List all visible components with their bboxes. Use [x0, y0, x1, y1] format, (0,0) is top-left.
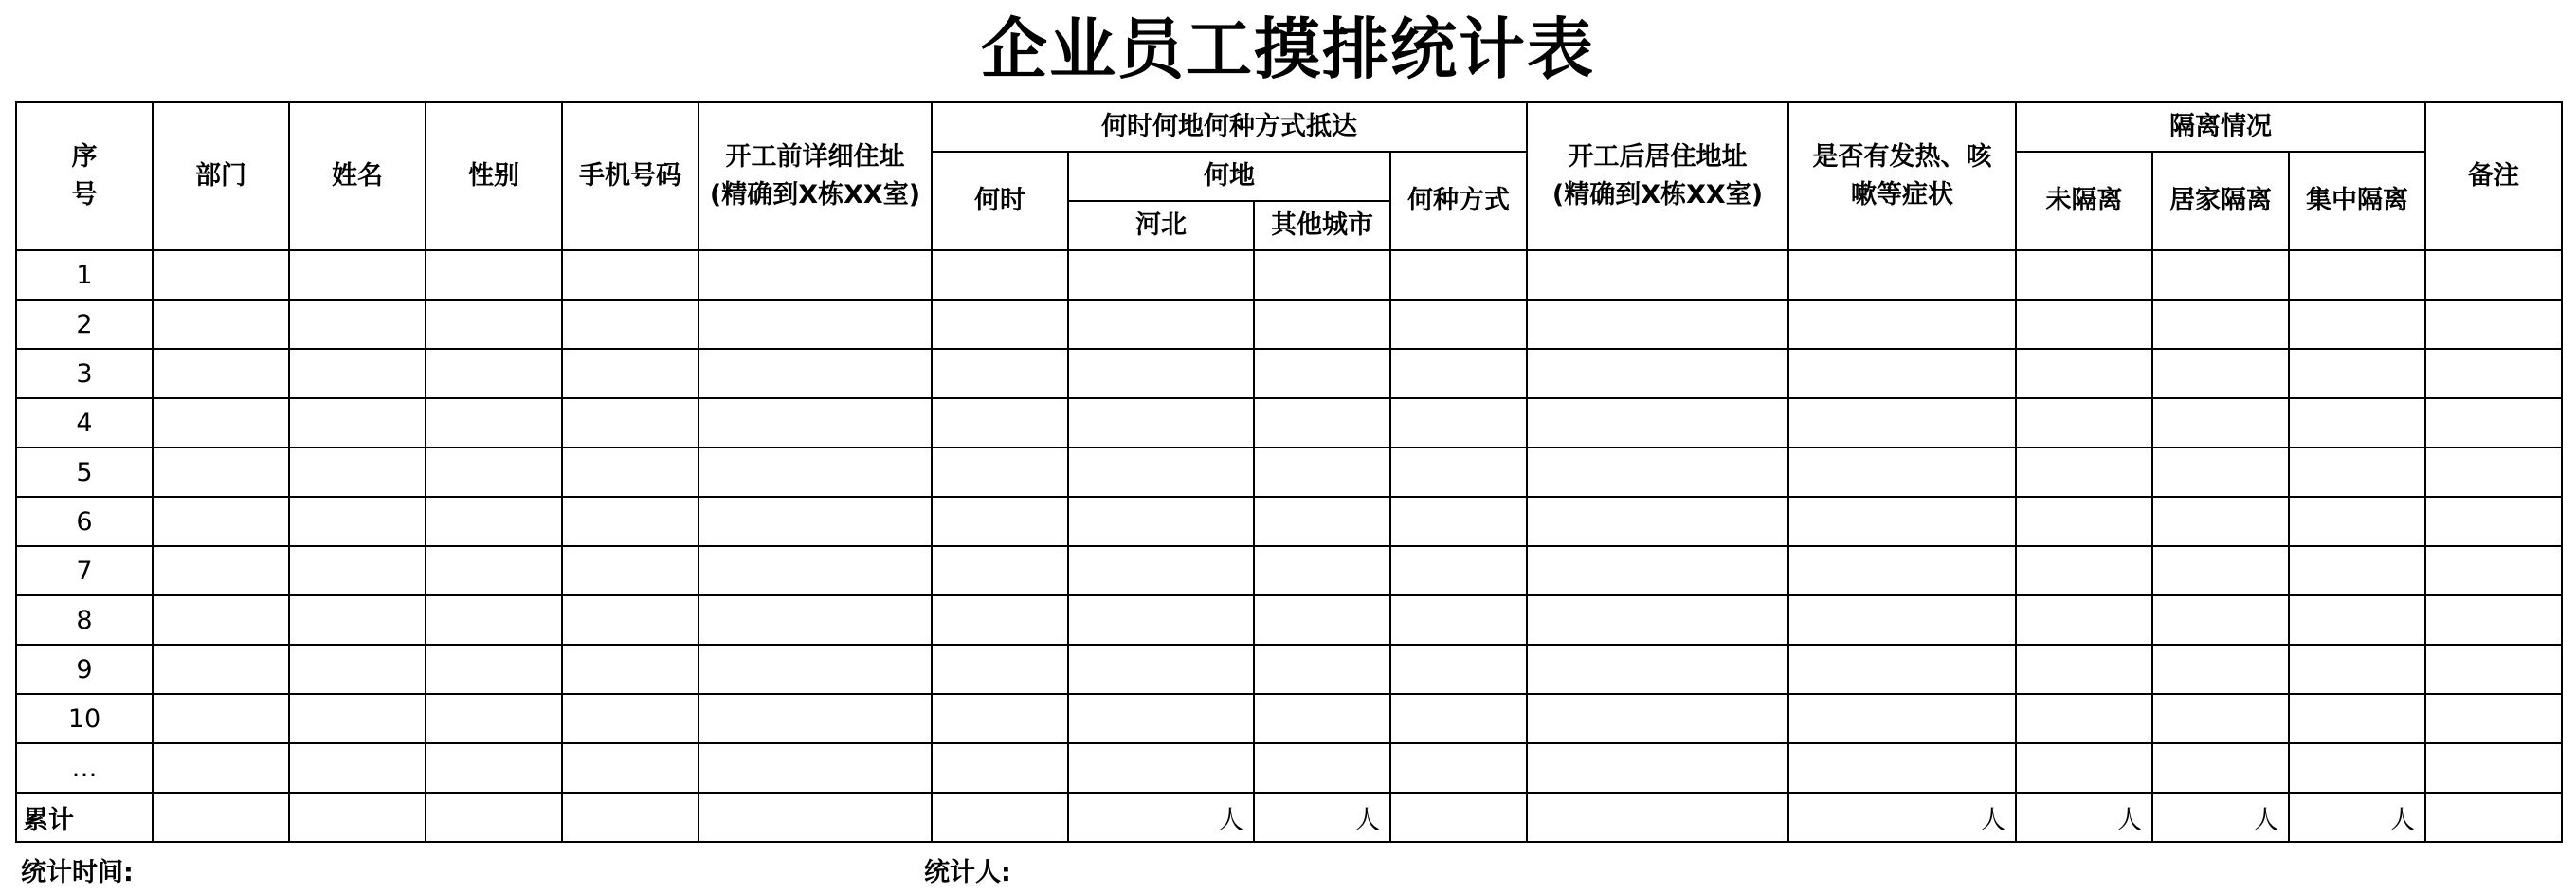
table-cell[interactable] [1788, 300, 2016, 349]
table-cell[interactable] [932, 300, 1068, 349]
header-remarks: 备注 [2425, 102, 2562, 250]
table-cell[interactable] [562, 300, 698, 349]
table-cell[interactable] [1254, 595, 1390, 645]
table-cell[interactable] [289, 250, 426, 300]
page-title: 企业员工摸排统计表 [981, 10, 1595, 88]
table-cell[interactable] [562, 546, 698, 595]
table-cell[interactable] [1068, 645, 1254, 694]
table-cell[interactable] [1390, 349, 1527, 398]
table-cell[interactable] [2289, 250, 2425, 300]
table-row [16, 398, 2562, 447]
table-cell[interactable] [289, 398, 426, 447]
table-cell[interactable] [932, 497, 1068, 546]
table-cell[interactable] [2016, 546, 2152, 595]
table-cell[interactable] [1068, 250, 1254, 300]
table-cell[interactable] [2152, 743, 2289, 793]
table-cell[interactable] [2016, 743, 2152, 793]
table-cell[interactable] [426, 743, 562, 793]
row-number: … [16, 743, 153, 793]
table-cell[interactable] [1068, 694, 1254, 743]
header-name: 姓名 [289, 102, 426, 250]
table-cell[interactable] [698, 398, 932, 447]
table-cell[interactable] [2425, 398, 2562, 447]
table-cell[interactable] [1527, 546, 1788, 595]
total-not-isolated-unit[interactable]: 人 [2016, 793, 2152, 842]
table-cell[interactable] [289, 497, 426, 546]
row-number: 3 [16, 349, 153, 398]
table-cell[interactable] [1068, 300, 1254, 349]
header-home-isolation: 居家隔离 [2152, 152, 2289, 250]
table-cell[interactable] [2425, 694, 2562, 743]
table-cell[interactable] [2152, 398, 2289, 447]
table-cell[interactable] [698, 447, 932, 497]
table-cell[interactable] [1390, 250, 1527, 300]
table-cell[interactable] [153, 300, 289, 349]
table-cell[interactable] [2289, 497, 2425, 546]
table-cell[interactable] [562, 447, 698, 497]
table-cell[interactable] [1254, 349, 1390, 398]
table-cell[interactable] [1527, 447, 1788, 497]
row-number: 8 [16, 595, 153, 645]
table-cell[interactable] [289, 645, 426, 694]
table-cell[interactable] [1390, 595, 1527, 645]
table-cell[interactable] [932, 743, 1068, 793]
table-cell[interactable] [289, 546, 426, 595]
table-cell[interactable] [1788, 694, 2016, 743]
table-cell[interactable] [932, 595, 1068, 645]
table-cell[interactable] [2425, 250, 2562, 300]
table-cell[interactable] [1788, 645, 2016, 694]
table-cell[interactable] [289, 595, 426, 645]
table-cell[interactable] [562, 398, 698, 447]
header-post-address: 开工后居住地址 (精确到X栋XX室) [1527, 102, 1788, 250]
table-cell[interactable] [1788, 447, 2016, 497]
staff-survey-table [15, 101, 2563, 843]
total-cell[interactable] [153, 793, 289, 842]
table-cell[interactable] [153, 694, 289, 743]
table-cell[interactable] [2152, 300, 2289, 349]
table-cell[interactable] [1788, 595, 2016, 645]
table-row [16, 349, 2562, 398]
header-central-isolation: 集中隔离 [2289, 152, 2425, 250]
table-cell[interactable] [1527, 349, 1788, 398]
table-cell[interactable] [289, 349, 426, 398]
table-cell[interactable] [1527, 300, 1788, 349]
table-cell[interactable] [2016, 349, 2152, 398]
table-cell[interactable] [932, 694, 1068, 743]
table-cell[interactable] [1527, 743, 1788, 793]
table-row [16, 497, 2562, 546]
table-cell[interactable] [562, 694, 698, 743]
table-cell[interactable] [2016, 595, 2152, 645]
header-dept: 部门 [153, 102, 289, 250]
table-cell[interactable] [1788, 349, 2016, 398]
total-other-city-unit[interactable]: 人 [1254, 793, 1390, 842]
table-cell[interactable] [1068, 595, 1254, 645]
header-phone: 手机号码 [562, 102, 698, 250]
header-method: 何种方式 [1390, 152, 1527, 250]
table-cell[interactable] [2289, 398, 2425, 447]
row-number: 9 [16, 645, 153, 694]
table-cell[interactable] [426, 546, 562, 595]
table-cell[interactable] [1068, 447, 1254, 497]
header-symptom: 是否有发热、咳 嗽等症状 [1788, 102, 2016, 250]
total-cell[interactable] [562, 793, 698, 842]
table-cell[interactable] [1254, 250, 1390, 300]
total-cell[interactable] [1527, 793, 1788, 842]
table-cell[interactable] [2289, 546, 2425, 595]
stat-person-label: 统计人: [924, 858, 1011, 887]
table-cell[interactable] [2289, 694, 2425, 743]
table-cell[interactable] [1527, 645, 1788, 694]
row-number: 6 [16, 497, 153, 546]
table-cell[interactable] [562, 743, 698, 793]
header-not-isolated: 未隔离 [2016, 152, 2152, 250]
row-number: 1 [16, 250, 153, 300]
table-cell[interactable] [426, 645, 562, 694]
total-cell[interactable] [2425, 793, 2562, 842]
total-central-isolation-unit[interactable]: 人 [2289, 793, 2425, 842]
total-cell[interactable] [1390, 793, 1527, 842]
table-cell[interactable] [2016, 447, 2152, 497]
stat-time-label: 统计时间: [21, 858, 134, 887]
table-cell[interactable] [289, 743, 426, 793]
table-cell[interactable] [1254, 300, 1390, 349]
table-cell[interactable] [1068, 546, 1254, 595]
table-cell[interactable] [932, 398, 1068, 447]
total-cell[interactable] [698, 793, 932, 842]
row-number: 4 [16, 398, 153, 447]
table-cell[interactable] [153, 645, 289, 694]
table-cell[interactable] [562, 250, 698, 300]
table-cell[interactable] [698, 497, 932, 546]
total-cell[interactable] [426, 793, 562, 842]
table-cell[interactable] [426, 497, 562, 546]
table-cell[interactable] [2016, 300, 2152, 349]
total-row [16, 793, 2562, 842]
table-cell[interactable] [153, 250, 289, 300]
table-cell[interactable] [562, 645, 698, 694]
table-cell[interactable] [426, 349, 562, 398]
table-row [16, 250, 2562, 300]
table-cell[interactable] [2425, 349, 2562, 398]
table-cell[interactable] [1254, 743, 1390, 793]
table-cell[interactable] [1788, 743, 2016, 793]
table-cell[interactable] [698, 546, 932, 595]
table-cell[interactable] [2425, 743, 2562, 793]
table-cell[interactable] [932, 546, 1068, 595]
table-cell[interactable] [2425, 546, 2562, 595]
table-cell[interactable] [289, 694, 426, 743]
data-rows [16, 250, 2562, 793]
table-cell[interactable] [1068, 497, 1254, 546]
table-cell[interactable] [426, 694, 562, 743]
header-row-1 [16, 102, 2562, 152]
header-gender: 性别 [426, 102, 562, 250]
header-arrival-group: 何时何地何种方式抵达 [932, 102, 1527, 152]
header-pre-address: 开工前详细住址 (精确到X栋XX室) [698, 102, 932, 250]
table-cell[interactable] [153, 398, 289, 447]
table-cell[interactable] [1788, 250, 2016, 300]
table-cell[interactable] [2016, 694, 2152, 743]
table-cell[interactable] [153, 349, 289, 398]
table-cell[interactable] [698, 349, 932, 398]
table-cell[interactable] [698, 694, 932, 743]
table-cell[interactable] [562, 349, 698, 398]
header-when: 何时 [932, 152, 1068, 250]
table-cell[interactable] [932, 645, 1068, 694]
table-cell[interactable] [2152, 546, 2289, 595]
row-number: 7 [16, 546, 153, 595]
table-cell[interactable] [1390, 497, 1527, 546]
table-cell[interactable] [698, 250, 932, 300]
total-label: 累计 [16, 793, 153, 842]
table-cell[interactable] [1527, 595, 1788, 645]
table-cell[interactable] [2289, 645, 2425, 694]
table-cell[interactable] [426, 250, 562, 300]
table-cell[interactable] [2425, 595, 2562, 645]
table-cell[interactable] [289, 447, 426, 497]
table-cell[interactable] [1068, 349, 1254, 398]
table-cell[interactable] [698, 595, 932, 645]
total-cell[interactable] [289, 793, 426, 842]
table-row [16, 595, 2562, 645]
table-cell[interactable] [1390, 546, 1527, 595]
table-cell[interactable] [932, 447, 1068, 497]
table-cell[interactable] [2425, 447, 2562, 497]
table-cell[interactable] [1254, 398, 1390, 447]
table-cell[interactable] [1788, 546, 2016, 595]
table-row [16, 300, 2562, 349]
table-cell[interactable] [426, 595, 562, 645]
table-cell[interactable] [2152, 447, 2289, 497]
table-cell[interactable] [2016, 645, 2152, 694]
total-hebei-unit[interactable]: 人 [1068, 793, 1254, 842]
table-cell[interactable] [2152, 595, 2289, 645]
header-where: 何地 [1068, 152, 1390, 201]
table-cell[interactable] [2425, 645, 2562, 694]
table-cell[interactable] [698, 743, 932, 793]
table-cell[interactable] [2289, 349, 2425, 398]
table-cell[interactable] [2152, 694, 2289, 743]
table-cell[interactable] [1527, 497, 1788, 546]
table-cell[interactable] [2289, 595, 2425, 645]
table-cell[interactable] [932, 250, 1068, 300]
table-cell[interactable] [2016, 497, 2152, 546]
table-cell[interactable] [562, 497, 698, 546]
header-isolation-group: 隔离情况 [2016, 102, 2425, 152]
header-other-city: 其他城市 [1254, 201, 1390, 250]
table-cell[interactable] [1068, 743, 1254, 793]
table-cell[interactable] [1788, 398, 2016, 447]
table-row [16, 546, 2562, 595]
table-cell[interactable] [2289, 447, 2425, 497]
table-cell[interactable] [2289, 300, 2425, 349]
table-cell[interactable] [2152, 497, 2289, 546]
table-cell[interactable] [2425, 497, 2562, 546]
table-cell[interactable] [426, 300, 562, 349]
table-row [16, 694, 2562, 743]
table-cell[interactable] [1068, 398, 1254, 447]
row-number: 2 [16, 300, 153, 349]
table-cell[interactable] [289, 300, 426, 349]
table-cell[interactable] [2152, 349, 2289, 398]
row-number: 5 [16, 447, 153, 497]
table-cell[interactable] [932, 349, 1068, 398]
table-cell[interactable] [153, 447, 289, 497]
table-cell[interactable] [1390, 447, 1527, 497]
table-cell[interactable] [1390, 645, 1527, 694]
table-cell[interactable] [153, 743, 289, 793]
table-cell[interactable] [2016, 398, 2152, 447]
row-number: 10 [16, 694, 153, 743]
table-cell[interactable] [426, 398, 562, 447]
table-cell[interactable] [2152, 645, 2289, 694]
table-cell[interactable] [2152, 250, 2289, 300]
table-cell[interactable] [1788, 497, 2016, 546]
table-row [16, 743, 2562, 793]
table-cell[interactable] [2289, 743, 2425, 793]
table-cell[interactable] [1254, 497, 1390, 546]
table-cell[interactable] [153, 497, 289, 546]
table-cell[interactable] [1390, 300, 1527, 349]
table-cell[interactable] [1527, 694, 1788, 743]
header-hebei: 河北 [1068, 201, 1254, 250]
table-cell[interactable] [2016, 250, 2152, 300]
total-symptom-unit[interactable]: 人 [1788, 793, 2016, 842]
table-cell[interactable] [153, 595, 289, 645]
header-seq: 序 号 [16, 102, 153, 250]
table-cell[interactable] [426, 447, 562, 497]
table-row [16, 447, 2562, 497]
table-cell[interactable] [698, 300, 932, 349]
table-cell[interactable] [1254, 546, 1390, 595]
table-cell[interactable] [1527, 250, 1788, 300]
table-cell[interactable] [562, 595, 698, 645]
table-cell[interactable] [1254, 447, 1390, 497]
total-cell[interactable] [932, 793, 1068, 842]
table-cell[interactable] [1390, 694, 1527, 743]
table-row [16, 645, 2562, 694]
table-cell[interactable] [1527, 398, 1788, 447]
table-cell[interactable] [2425, 300, 2562, 349]
table-cell[interactable] [1254, 645, 1390, 694]
table-cell[interactable] [1390, 398, 1527, 447]
table-cell[interactable] [1390, 743, 1527, 793]
total-home-isolation-unit[interactable]: 人 [2152, 793, 2289, 842]
table-cell[interactable] [698, 645, 932, 694]
table-cell[interactable] [153, 546, 289, 595]
table-cell[interactable] [1254, 694, 1390, 743]
